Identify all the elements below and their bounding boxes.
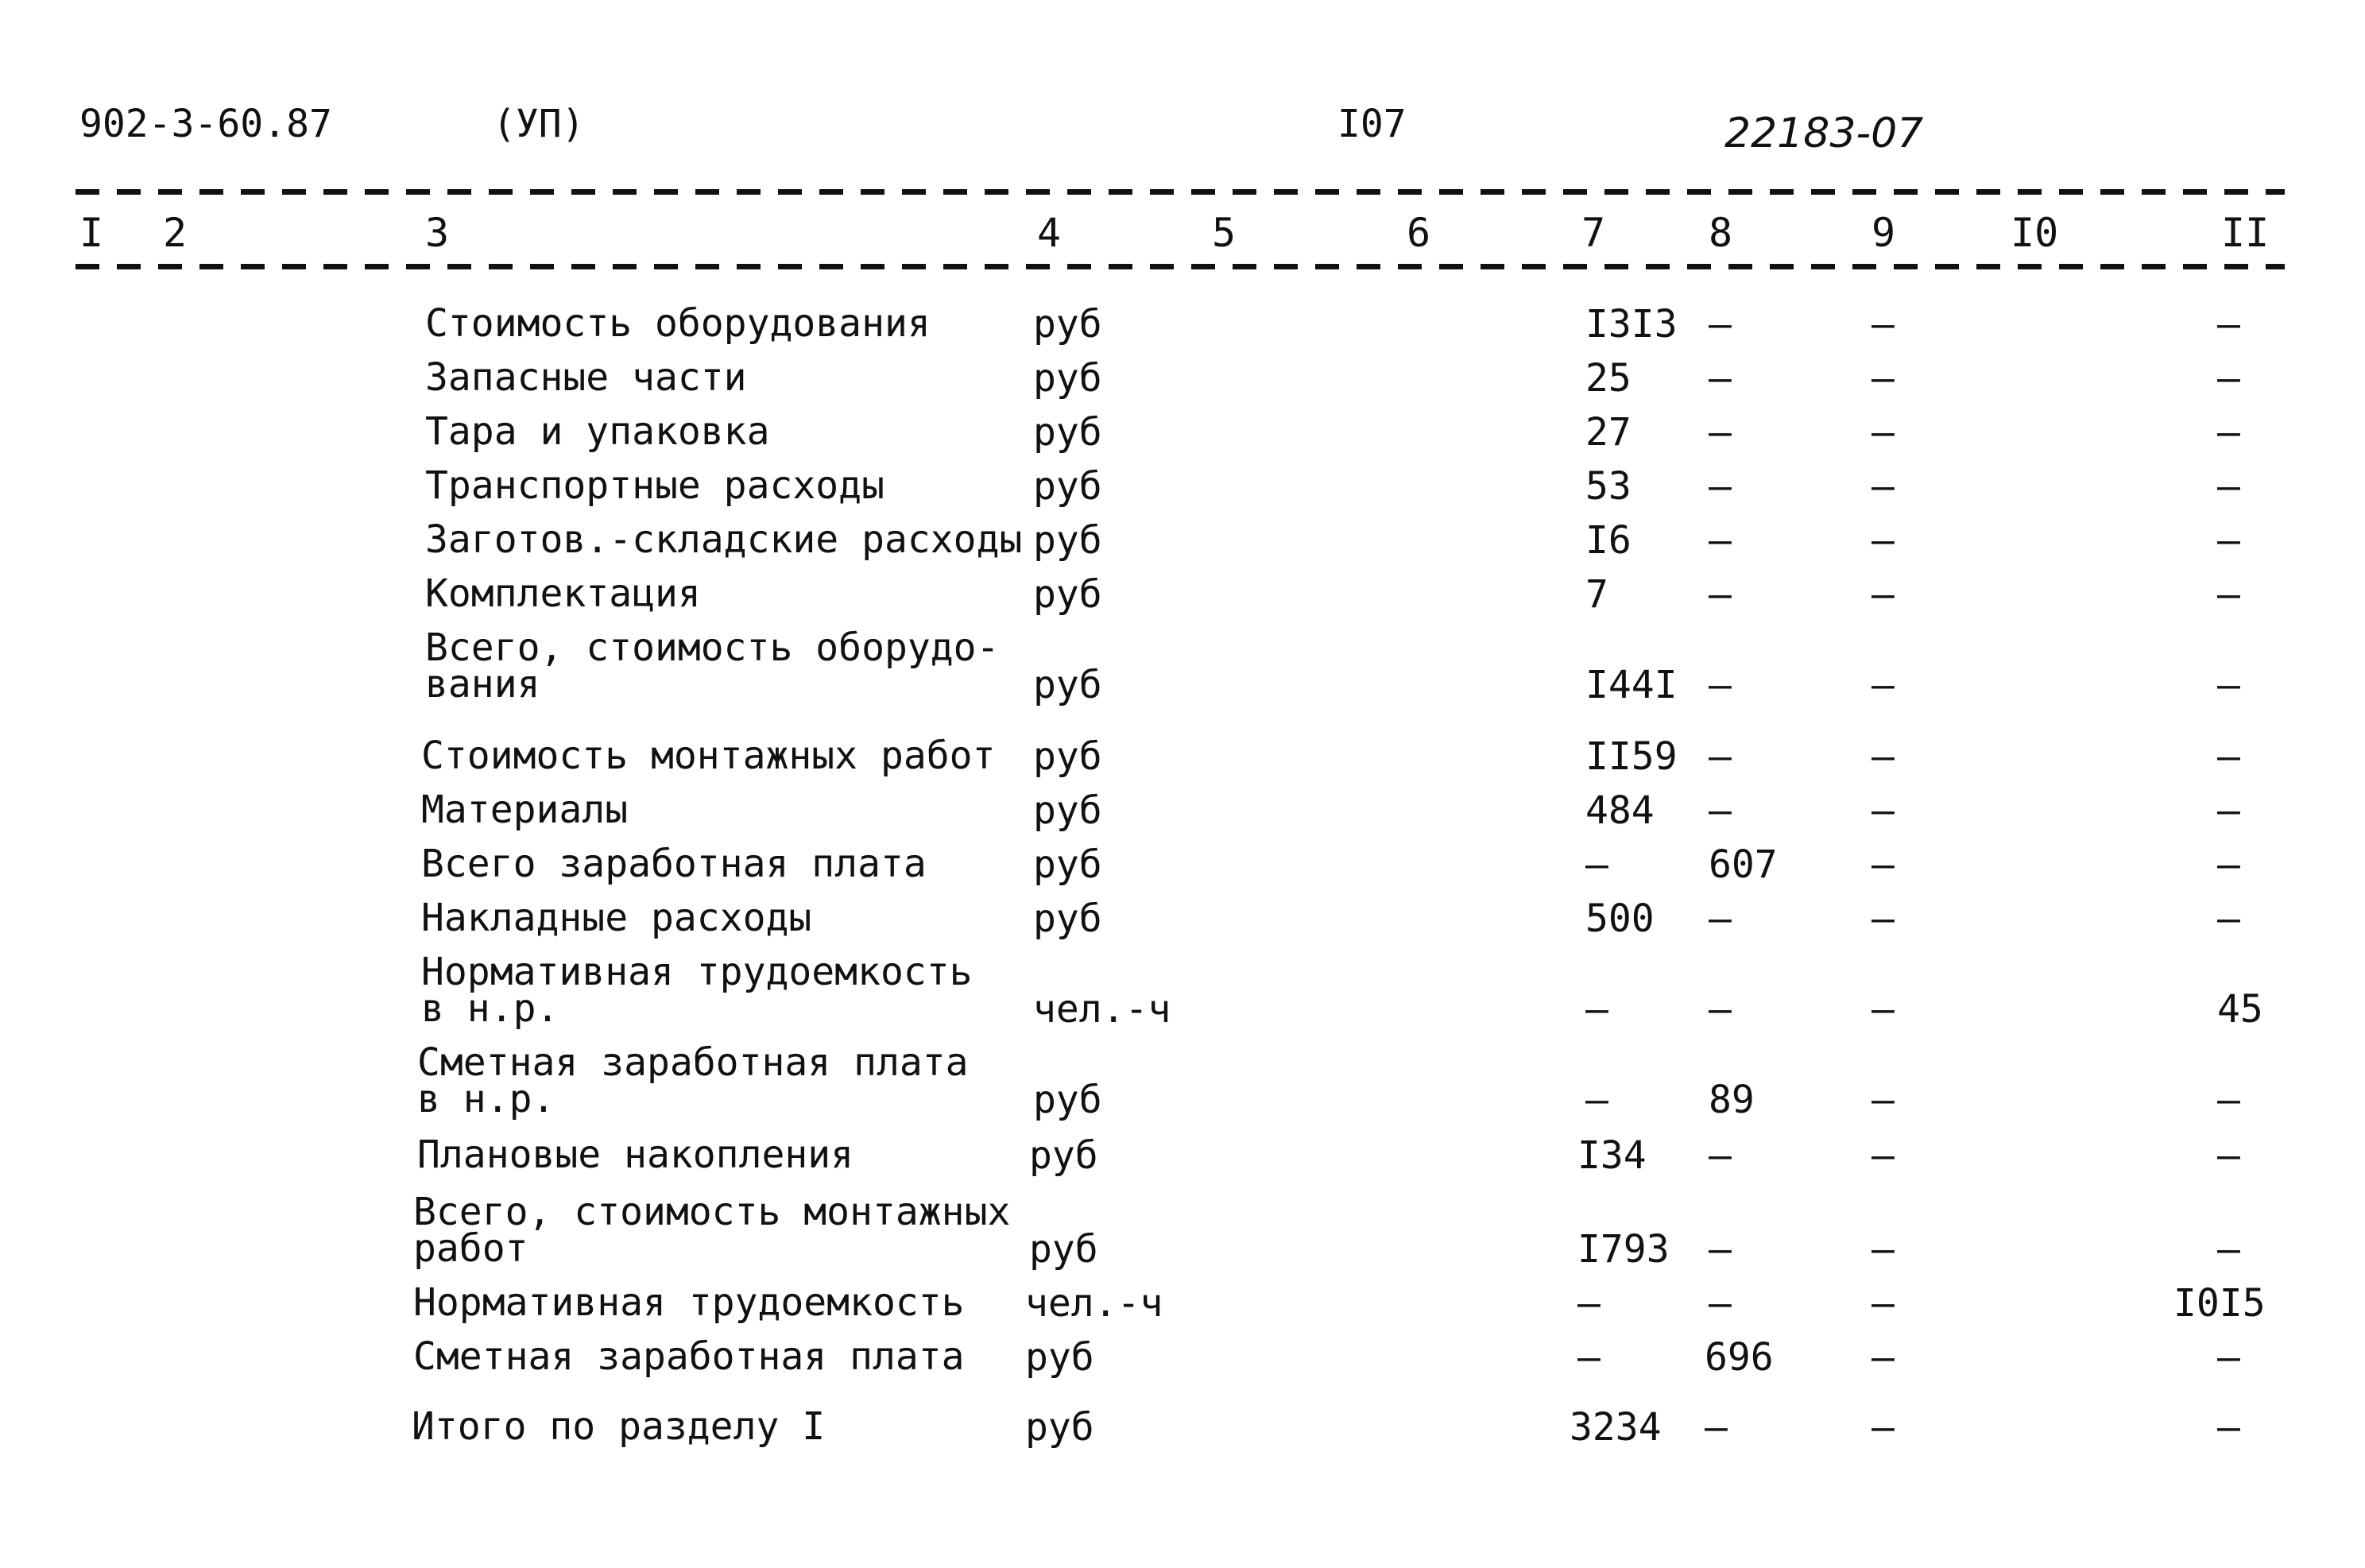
row-value-col7: I793 bbox=[1577, 1227, 1670, 1272]
row-value-col8: – bbox=[1709, 410, 1732, 455]
row-value-col7: – bbox=[1585, 1078, 1608, 1122]
row-unit: руб bbox=[1033, 842, 1102, 887]
row-unit: руб bbox=[1033, 788, 1102, 833]
row-label: Нормативная трудоемкость в н.р. bbox=[421, 950, 973, 1031]
row-label: Комплектация bbox=[425, 571, 701, 616]
row-value-col7: 53 bbox=[1585, 464, 1632, 509]
row-label: Сметная заработная плата bbox=[413, 1334, 965, 1379]
row-label: Стоимость оборудования bbox=[425, 301, 931, 346]
row-value-col11: – bbox=[2217, 1227, 2240, 1272]
row-value-col7: I34 bbox=[1577, 1133, 1647, 1178]
row-value-col8: – bbox=[1709, 356, 1732, 401]
row-value-col9: – bbox=[1871, 1335, 1895, 1380]
row-value-col9: – bbox=[1871, 518, 1895, 563]
row-value-col8: – bbox=[1709, 302, 1732, 347]
row-value-col8: 696 bbox=[1705, 1335, 1774, 1380]
column-number: 3 bbox=[425, 210, 450, 256]
row-value-col11: – bbox=[2217, 1133, 2240, 1178]
row-value-col11: – bbox=[2217, 572, 2240, 617]
row-value-col8: – bbox=[1709, 1281, 1732, 1326]
row-value-col11: – bbox=[2217, 356, 2240, 401]
column-number: 4 bbox=[1037, 210, 1062, 256]
column-number: 5 bbox=[1212, 210, 1237, 256]
row-unit: руб bbox=[1033, 302, 1102, 347]
row-label: Заготов.-складские расходы bbox=[425, 517, 1023, 562]
row-value-col7: I3I3 bbox=[1585, 302, 1678, 347]
row-value-col11: – bbox=[2217, 663, 2240, 707]
row-value-col7: I44I bbox=[1585, 663, 1678, 707]
row-label: Транспортные расходы bbox=[425, 463, 884, 508]
row-label: Плановые накопления bbox=[417, 1132, 854, 1177]
row-value-col11: – bbox=[2217, 518, 2240, 563]
document-code: 902-3-60.87 bbox=[79, 102, 332, 146]
row-value-col8: – bbox=[1709, 734, 1732, 779]
column-number: 7 bbox=[1581, 210, 1606, 256]
row-label: Всего заработная плата bbox=[421, 842, 927, 886]
row-unit: чел.-ч bbox=[1033, 987, 1171, 1032]
row-value-col7: 484 bbox=[1585, 788, 1655, 833]
row-value-col7: 3234 bbox=[1570, 1405, 1662, 1450]
row-value-col11: – bbox=[2217, 734, 2240, 779]
row-value-col9: – bbox=[1871, 464, 1895, 509]
row-value-col8: – bbox=[1709, 1133, 1732, 1178]
row-value-col8: – bbox=[1705, 1405, 1728, 1450]
page-number: I07 bbox=[1337, 102, 1407, 146]
row-value-col11: – bbox=[2217, 788, 2240, 833]
row-value-col7: 25 bbox=[1585, 356, 1632, 401]
header-rule-top bbox=[75, 189, 2285, 195]
column-number: II bbox=[2221, 210, 2270, 256]
row-value-col9: – bbox=[1871, 1405, 1895, 1450]
row-value-col7: I6 bbox=[1585, 518, 1632, 563]
row-value-col8: 89 bbox=[1709, 1078, 1755, 1122]
row-value-col8: – bbox=[1709, 1227, 1732, 1272]
row-unit: руб bbox=[1033, 896, 1102, 941]
row-value-col7: – bbox=[1585, 842, 1608, 887]
row-unit: руб bbox=[1025, 1335, 1094, 1380]
row-value-col11: – bbox=[2217, 1335, 2240, 1380]
row-value-col8: – bbox=[1709, 987, 1732, 1032]
row-unit: руб bbox=[1033, 1078, 1102, 1122]
row-value-col9: – bbox=[1871, 1227, 1895, 1272]
row-unit: руб bbox=[1033, 572, 1102, 617]
document-mark: (УП) bbox=[493, 102, 585, 146]
row-label: Сметная заработная плата в н.р. bbox=[417, 1040, 969, 1121]
row-value-col9: – bbox=[1871, 1281, 1895, 1326]
row-value-col11: – bbox=[2217, 1405, 2240, 1450]
row-value-col11: – bbox=[2217, 842, 2240, 887]
row-value-col7: 500 bbox=[1585, 896, 1655, 941]
row-value-col7: – bbox=[1577, 1335, 1601, 1380]
row-value-col7: 7 bbox=[1585, 572, 1608, 617]
row-label: Всего, стоимость оборудо- вания bbox=[425, 625, 1000, 707]
row-unit: руб bbox=[1033, 356, 1102, 401]
row-value-col11: – bbox=[2217, 1078, 2240, 1122]
row-value-col9: – bbox=[1871, 663, 1895, 707]
row-unit: руб bbox=[1029, 1133, 1098, 1178]
row-value-col8: 607 bbox=[1709, 842, 1778, 887]
row-value-col9: – bbox=[1871, 1078, 1895, 1122]
row-value-col9: – bbox=[1871, 987, 1895, 1032]
row-label: Запасные части bbox=[425, 355, 747, 400]
row-value-col8: – bbox=[1709, 572, 1732, 617]
row-label: Всего, стоимость монтажных работ bbox=[413, 1190, 1011, 1271]
inventory-number: 22183-07 bbox=[1724, 110, 1924, 157]
row-value-col9: – bbox=[1871, 356, 1895, 401]
row-value-col9: – bbox=[1871, 410, 1895, 455]
column-number: 2 bbox=[163, 210, 188, 256]
row-value-col11: – bbox=[2217, 410, 2240, 455]
row-value-col8: – bbox=[1709, 896, 1732, 941]
row-value-col9: – bbox=[1871, 896, 1895, 941]
row-unit: руб bbox=[1033, 410, 1102, 455]
row-label: Нормативная трудоемкость bbox=[413, 1280, 965, 1325]
row-value-col9: – bbox=[1871, 302, 1895, 347]
column-number: 8 bbox=[1709, 210, 1733, 256]
row-unit: руб bbox=[1033, 734, 1102, 779]
row-unit: руб bbox=[1029, 1227, 1098, 1272]
row-value-col11: – bbox=[2217, 302, 2240, 347]
row-value-col8: – bbox=[1709, 788, 1732, 833]
row-label: Материалы bbox=[421, 788, 629, 832]
row-label: Тара и упаковка bbox=[425, 409, 770, 454]
row-label: Накладные расходы bbox=[421, 896, 812, 940]
row-value-col8: – bbox=[1709, 663, 1732, 707]
row-value-col9: – bbox=[1871, 788, 1895, 833]
row-value-col9: – bbox=[1871, 1133, 1895, 1178]
row-value-col11: – bbox=[2217, 464, 2240, 509]
row-unit: чел.-ч bbox=[1025, 1281, 1163, 1326]
row-value-col9: – bbox=[1871, 572, 1895, 617]
row-unit: руб bbox=[1025, 1405, 1094, 1450]
row-value-col9: – bbox=[1871, 842, 1895, 887]
row-value-col7: – bbox=[1585, 987, 1608, 1032]
row-value-col11: – bbox=[2217, 896, 2240, 941]
row-value-col8: – bbox=[1709, 518, 1732, 563]
row-value-col7: 27 bbox=[1585, 410, 1632, 455]
row-value-col11: I0I5 bbox=[2173, 1281, 2266, 1326]
row-unit: руб bbox=[1033, 518, 1102, 563]
row-value-col7: II59 bbox=[1585, 734, 1678, 779]
row-label: Итого по разделу I bbox=[412, 1404, 826, 1449]
column-number: I bbox=[79, 210, 104, 256]
column-number: 6 bbox=[1407, 210, 1431, 256]
row-value-col8: – bbox=[1709, 464, 1732, 509]
row-value-col11: 45 bbox=[2217, 987, 2263, 1032]
header-rule-bottom bbox=[75, 264, 2285, 269]
row-unit: руб bbox=[1033, 663, 1102, 707]
row-value-col9: – bbox=[1871, 734, 1895, 779]
column-number: 9 bbox=[1871, 210, 1896, 256]
row-unit: руб bbox=[1033, 464, 1102, 509]
row-label: Стоимость монтажных работ bbox=[421, 734, 996, 778]
column-number: I0 bbox=[2011, 210, 2059, 256]
row-value-col7: – bbox=[1577, 1281, 1601, 1326]
